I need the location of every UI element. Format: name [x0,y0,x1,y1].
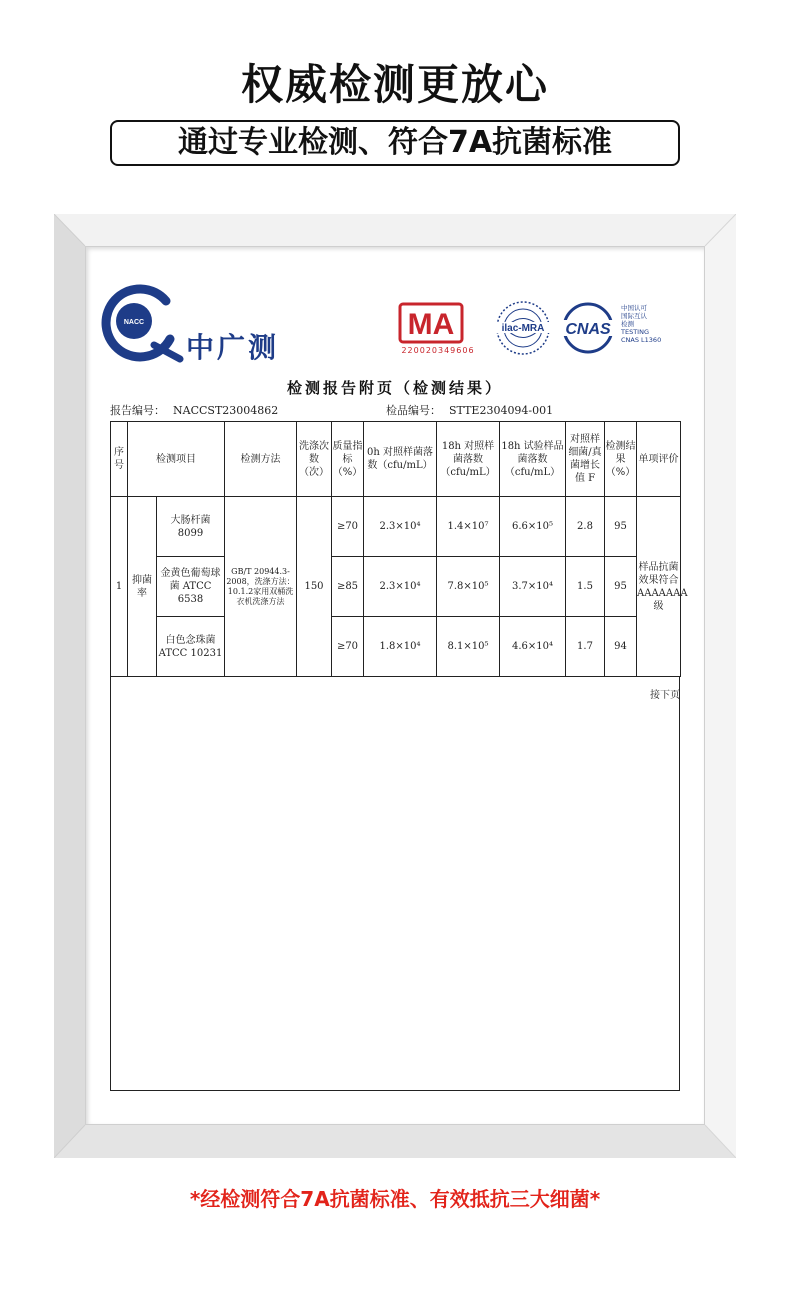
cell-18h-test: 3.7×10⁴ [500,557,566,617]
cell-wash: 150 [297,497,332,677]
cma-logo-icon [396,300,466,346]
results-table [110,421,688,677]
cnas-caption [621,304,661,344]
table-row [111,497,681,557]
header-18h-control: 18h 对照样菌落数（cfu/mL） [437,422,500,497]
ma-number: 220020349606 [401,346,475,355]
ilac-mra-logo-icon [493,299,553,357]
document-title: 检测报告附页（检测结果） [286,379,503,397]
table-row [111,557,681,617]
cnas-line: 中国认可 [621,304,647,312]
cell-oh: 2.3×10⁴ [364,497,437,557]
cell-18h-test: 6.6×10⁵ [500,497,566,557]
table-row [111,617,681,677]
cell-result: 95 [605,557,637,617]
header-method: 检测方法 [225,422,297,497]
sample-number-label: 检品编号： [386,404,441,417]
subheadline: 通过专业检测、符合7A抗菌标准 [177,125,613,160]
cell-item: 白色念珠菌 ATCC 10231 [157,617,225,677]
header-item: 检测项目 [128,422,225,497]
cell-oh: 1.8×10⁴ [364,617,437,677]
cell-growth: 2.8 [566,497,605,557]
header-seq: 序号 [111,422,128,497]
subheadline-box [110,120,680,166]
ma-text: MA [407,308,455,341]
cell-18h-control: 1.4×10⁷ [437,497,500,557]
cnas-line: 检测 [621,320,634,328]
ilac-text: ilac-MRA [501,323,545,334]
org-name: 中广测 [186,331,280,364]
cell-18h-control: 8.1×10⁵ [437,617,500,677]
header-growth: 对照样细菌/真菌增长值 F [566,422,605,497]
cell-item: 金黄色葡萄球菌 ATCC 6538 [157,557,225,617]
cell-oh: 2.3×10⁴ [364,557,437,617]
report-number-label: 报告编号： [110,404,165,417]
header-18h-test: 18h 试验样品菌落数（cfu/mL） [500,422,566,497]
report-number [110,402,278,418]
cell-quality: ≥70 [332,497,364,557]
sample-number [386,402,553,418]
cnas-line: CNAS L1360 [621,336,662,344]
cell-seq: 1 [111,497,128,677]
cell-quality: ≥70 [332,617,364,677]
cell-category: 抑菌率 [128,497,157,677]
header-result: 检测结果（%） [605,422,637,497]
cell-18h-control: 7.8×10⁵ [437,557,500,617]
nacc-badge-text: NACC [123,319,145,326]
cell-item: 大肠杆菌 8099 [157,497,225,557]
cell-method: GB/T 20944.3-2008，洗涤方法：10.1.2家用双桶洗衣机洗涤方法 [225,497,297,677]
sample-number-value: STTE2304094-001 [449,404,554,417]
nacc-logo-icon [96,283,184,363]
footer-claim: *经检测符合7A抗菌标准、有效抵抗三大细菌* [189,1187,601,1211]
cnas-line: TESTING [621,328,649,336]
cell-growth: 1.7 [566,617,605,677]
header-eval: 单项评价 [637,422,681,497]
page-headline: 权威检测更放心 [240,60,549,109]
header-oh: 0h 对照样菌落数（cfu/mL） [364,422,437,497]
cnas-line: 国际互认 [621,312,647,320]
cnas-text: CNAS [565,321,611,338]
table-header-row [111,422,681,497]
header-wash: 洗涤次数（次） [297,422,332,497]
cell-quality: ≥85 [332,557,364,617]
cell-result: 94 [605,617,637,677]
report-number-value: NACCST23004862 [173,404,279,417]
cell-evaluation: 样品抗菌效果符合AAAAAAA级 [637,497,681,677]
document-page-border [110,676,680,1091]
cell-result: 95 [605,497,637,557]
cnas-logo-icon [558,302,620,354]
header-quality: 质量指标（%） [332,422,364,497]
cell-growth: 1.5 [566,557,605,617]
cell-18h-test: 4.6×10⁴ [500,617,566,677]
continued-note: 接下页 [650,690,680,701]
